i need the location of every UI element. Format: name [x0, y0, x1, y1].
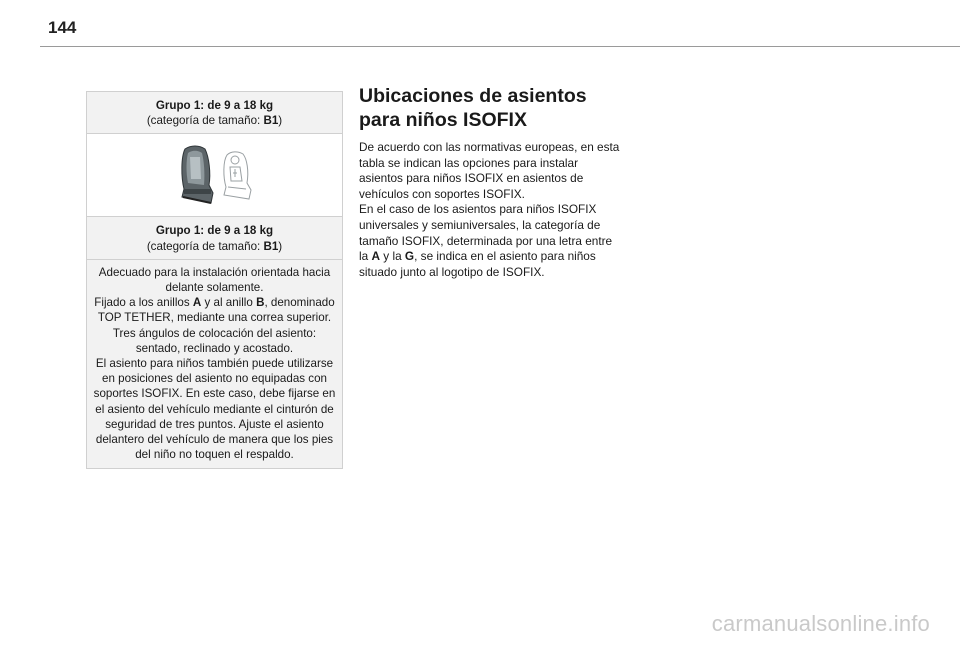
child-car-seat-icon: [173, 143, 257, 207]
description-non-isofix: El asiento para niños también puede utilizarse en posiciones del asiento no equipadas con soportes ISOFIX. En este caso, debe fijarse en el asiento del vehículo mediante el cinturón de seguridad de tres puntos. Ajuste el asiento delantero del vehículo de manera que los pies del niño no toquen el respaldo.: [93, 357, 336, 462]
description-anchoring: Fijado a los anillos A y al anillo B, denominado TOP TETHER, mediante una correa superior.: [94, 296, 335, 325]
description-forward-facing: Adecuado para la instalación orientada hacia delante solamente.: [98, 265, 331, 295]
seat-info-table: [86, 91, 343, 469]
group-title-2: Grupo 1: de 9 a 18 kg: [155, 224, 274, 238]
header-divider: [40, 46, 960, 47]
page-number: 144: [48, 18, 77, 37]
isofix-section: [359, 84, 621, 280]
installation-description: [87, 260, 342, 469]
table-header-bottom: [87, 217, 342, 259]
size-category: (categoría de tamaño: B1): [146, 114, 283, 128]
size-category-2: (categoría de tamaño: B1): [146, 239, 283, 253]
group-title: Grupo 1: de 9 a 18 kg: [155, 99, 274, 112]
section-paragraph-2: En el caso de los asientos para niños ISOFIX universales y semiuniversales, la categoría de tamaño ISOFIX, determinada por una letra entre la A y la G, se indica en el asiento para niños situado junto al logotipo de ISOFIX.: [359, 202, 613, 279]
section-heading: Ubicaciones de asientos para niños ISOFIX: [359, 85, 587, 131]
description-positions: Tres ángulos de colocación del asiento: sentado, reclinado y acostado.: [112, 326, 317, 355]
watermark: carmanualsonline.info: [711, 611, 930, 636]
table-header-top: [87, 92, 342, 134]
section-paragraph-1: De acuerdo con las normativas europeas, en esta tabla se indican las opciones para instalar asientos para niños ISOFIX en asientos de vehículos con soportes ISOFIX.: [359, 140, 620, 201]
child-seat-illustration: [87, 134, 342, 217]
